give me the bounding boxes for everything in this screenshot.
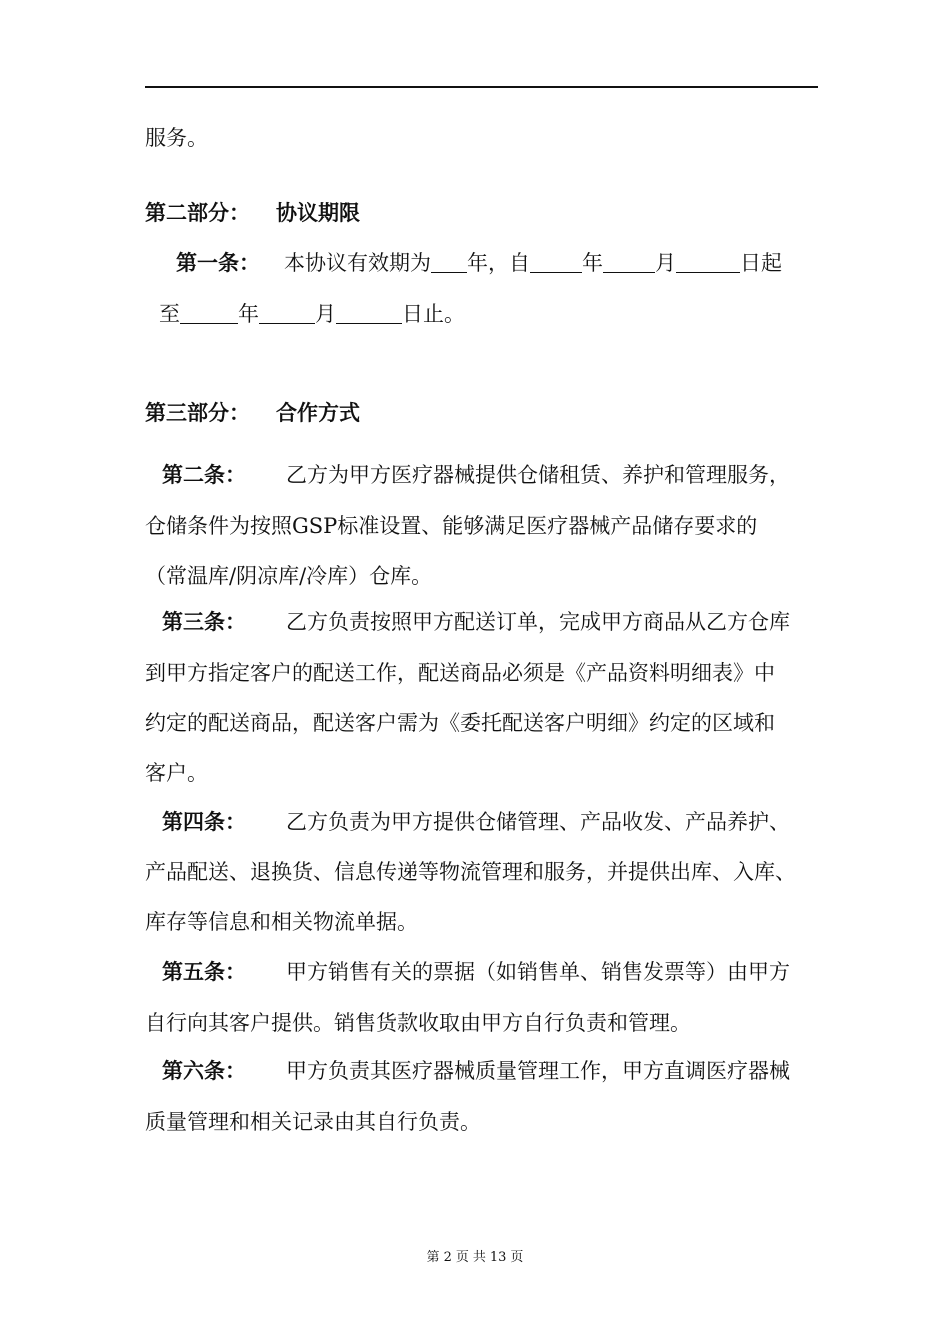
article3-line4: 客户。 [145, 761, 208, 785]
article3-label: 第三条： [162, 610, 246, 634]
article3-line2: 到甲方指定客户的配送工作，配送商品必须是《产品资料明细表》中 [145, 661, 775, 685]
article5-line2: 自行向其客户提供。销售货款收取由甲方自行负责和管理。 [145, 1011, 691, 1035]
blank-years [431, 251, 467, 273]
article1-text4: 月 [655, 251, 676, 275]
article6-line1: 第六条： 甲方负责其医疗器械质量管理工作，甲方直调医疗器械 [162, 1059, 790, 1083]
top-continuation: 服务。 [145, 126, 208, 150]
article5-label: 第五条： [162, 960, 246, 984]
page-footer: 第 2 页 共 13 页 [426, 1250, 524, 1265]
total-pages: 13 [489, 1250, 507, 1265]
article1-text2: 年，自 [467, 251, 530, 275]
article2-line3: （常温库/阴凉库/冷库）仓库。 [145, 564, 433, 588]
blank-end-day [336, 302, 402, 324]
part2-heading-line [145, 199, 360, 227]
article2-label: 第二条： [162, 463, 246, 487]
article1-label: 第一条： [176, 251, 260, 275]
article1-text5: 日起 [740, 251, 782, 275]
article2-line2: 仓储条件为按照GSP标准设置、能够满足医疗器械产品储存要求的 [145, 514, 758, 538]
article3-line3: 约定的配送商品，配送客户需为《委托配送客户明细》约定的区域和 [145, 711, 775, 735]
article1-l2-text1: 至 [159, 302, 180, 326]
article4-line2: 产品配送、退换货、信息传递等物流管理和服务，并提供出库、入库、 [145, 860, 796, 884]
page-number: 2 [443, 1250, 452, 1265]
blank-start-day [676, 251, 740, 273]
article4-label: 第四条： [162, 810, 246, 834]
part2-article1-line2 [159, 300, 465, 328]
article4-line3: 库存等信息和相关物流单据。 [145, 910, 418, 934]
part2-title: 协议期限 [276, 201, 360, 225]
article3-line1: 第三条： 乙方负责按照甲方配送订单，完成甲方商品从乙方仓库 [162, 610, 790, 634]
blank-start-month [603, 251, 655, 273]
part3-heading-line [145, 399, 360, 427]
article2-line1: 第二条： 乙方为甲方医疗器械提供仓储租赁、养护和管理服务， [162, 463, 790, 487]
article1-text1: 本协议有效期为 [284, 251, 431, 275]
article1-l2-text4: 日止。 [402, 302, 465, 326]
article5-line1: 第五条： 甲方销售有关的票据（如销售单、销售发票等）由甲方 [162, 960, 790, 984]
part3-heading: 第三部分： [145, 401, 250, 425]
header-rule [145, 86, 818, 88]
blank-start-year [530, 251, 582, 273]
article1-l2-text2: 年 [238, 302, 259, 326]
blank-end-year [180, 302, 238, 324]
part3-title: 合作方式 [276, 401, 360, 425]
part2-heading: 第二部分： [145, 201, 250, 225]
part2-article1-line1 [176, 249, 782, 277]
article6-line2: 质量管理和相关记录由其自行负责。 [145, 1110, 481, 1134]
article4-line1: 第四条： 乙方负责为甲方提供仓储管理、产品收发、产品养护、 [162, 810, 790, 834]
article1-l2-text3: 月 [315, 302, 336, 326]
blank-end-month [259, 302, 315, 324]
article1-text3: 年 [582, 251, 603, 275]
article6-label: 第六条： [162, 1059, 246, 1083]
